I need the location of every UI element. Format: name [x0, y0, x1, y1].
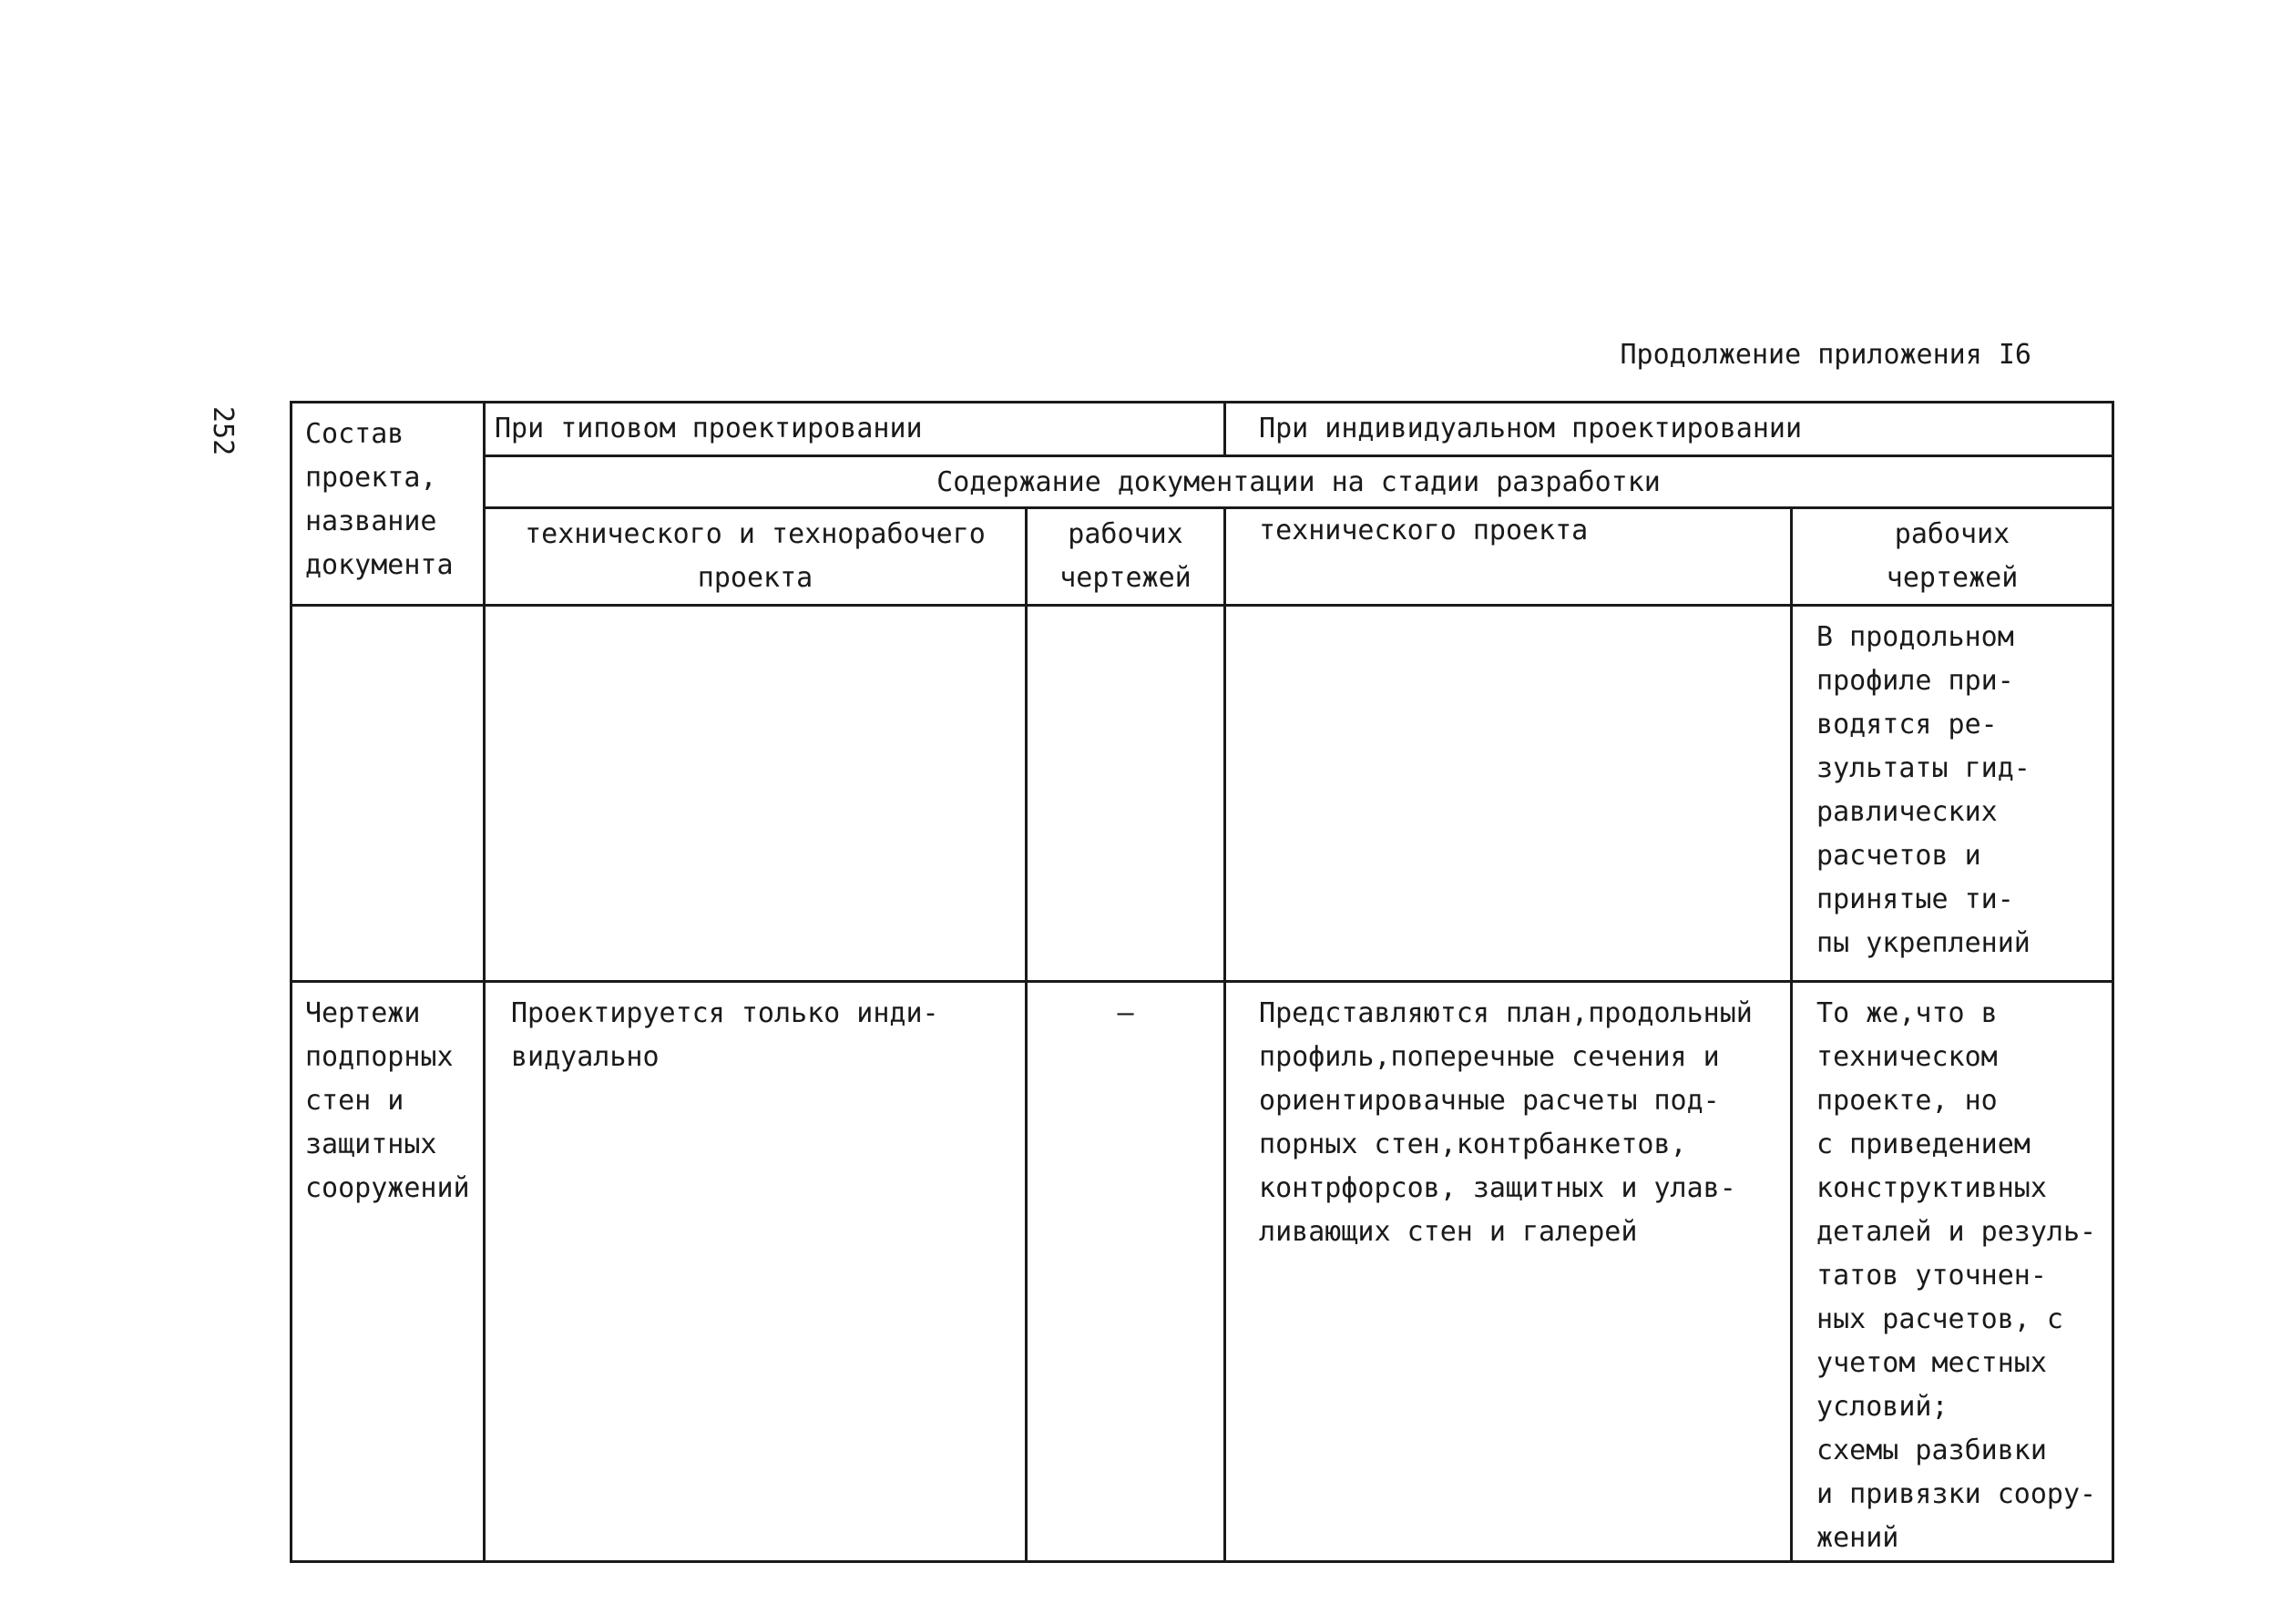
- row-typical-technical: Проектируется только инди- видуально: [485, 982, 1027, 1562]
- row-individual-technical: Представляются план,продольный профиль,поперечные сечения и ориентировачные расчеты под- порных стен,контрбанкетов, контрфорсов, защитных и улав- ливающих стен и галерей: [1225, 982, 1792, 1562]
- row-typical-technical: [485, 606, 1027, 982]
- header-content-stage: Содержание документации на стадии разработки: [485, 456, 2113, 508]
- header-individual-technical: технического проекта: [1225, 508, 1792, 606]
- row-document-name: [292, 606, 485, 982]
- header-typical-technical: технического и технорабочего проекта: [485, 508, 1027, 606]
- page-number: 252: [207, 406, 239, 456]
- header-individual-working-drawings: рабочих чертежей: [1792, 508, 2113, 606]
- table-row: [292, 606, 2113, 982]
- header-row-groups: [292, 403, 2113, 456]
- row-individual-working: В продольном профиле при- водятся ре- зультаты гид- равлических расчетов и принятые ти- пы укреплений: [1792, 606, 2113, 982]
- row-typical-working: [1027, 982, 1225, 1562]
- page-heading: Продолжение приложения I6: [1620, 339, 2031, 371]
- row-individual-working: То же,что в техническом проекте, но с приведением конструктивных деталей и резуль- татов уточнен- ных расчетов, с учетом местных условий; схемы разбивки и привязки соору- жений: [1792, 982, 2113, 1562]
- header-document-name: Состав проекта, название документа: [292, 403, 485, 606]
- header-row-stage: [292, 456, 2113, 508]
- row-document-name: Чертежи подпорных стен и защитных сооружений: [292, 982, 485, 1562]
- dash-mark: —: [1117, 997, 1134, 1029]
- header-individual-design: При индивидуальном проектировании: [1225, 403, 2113, 456]
- documentation-table: [290, 401, 2114, 1563]
- header-row-subcolumns: [292, 508, 2113, 606]
- header-typical-working-drawings: рабочих чертежей: [1027, 508, 1225, 606]
- header-typical-design: При типовом проектировании: [485, 403, 1225, 456]
- row-individual-technical: [1225, 606, 1792, 982]
- row-typical-working: [1027, 606, 1225, 982]
- table-row: [292, 982, 2113, 1562]
